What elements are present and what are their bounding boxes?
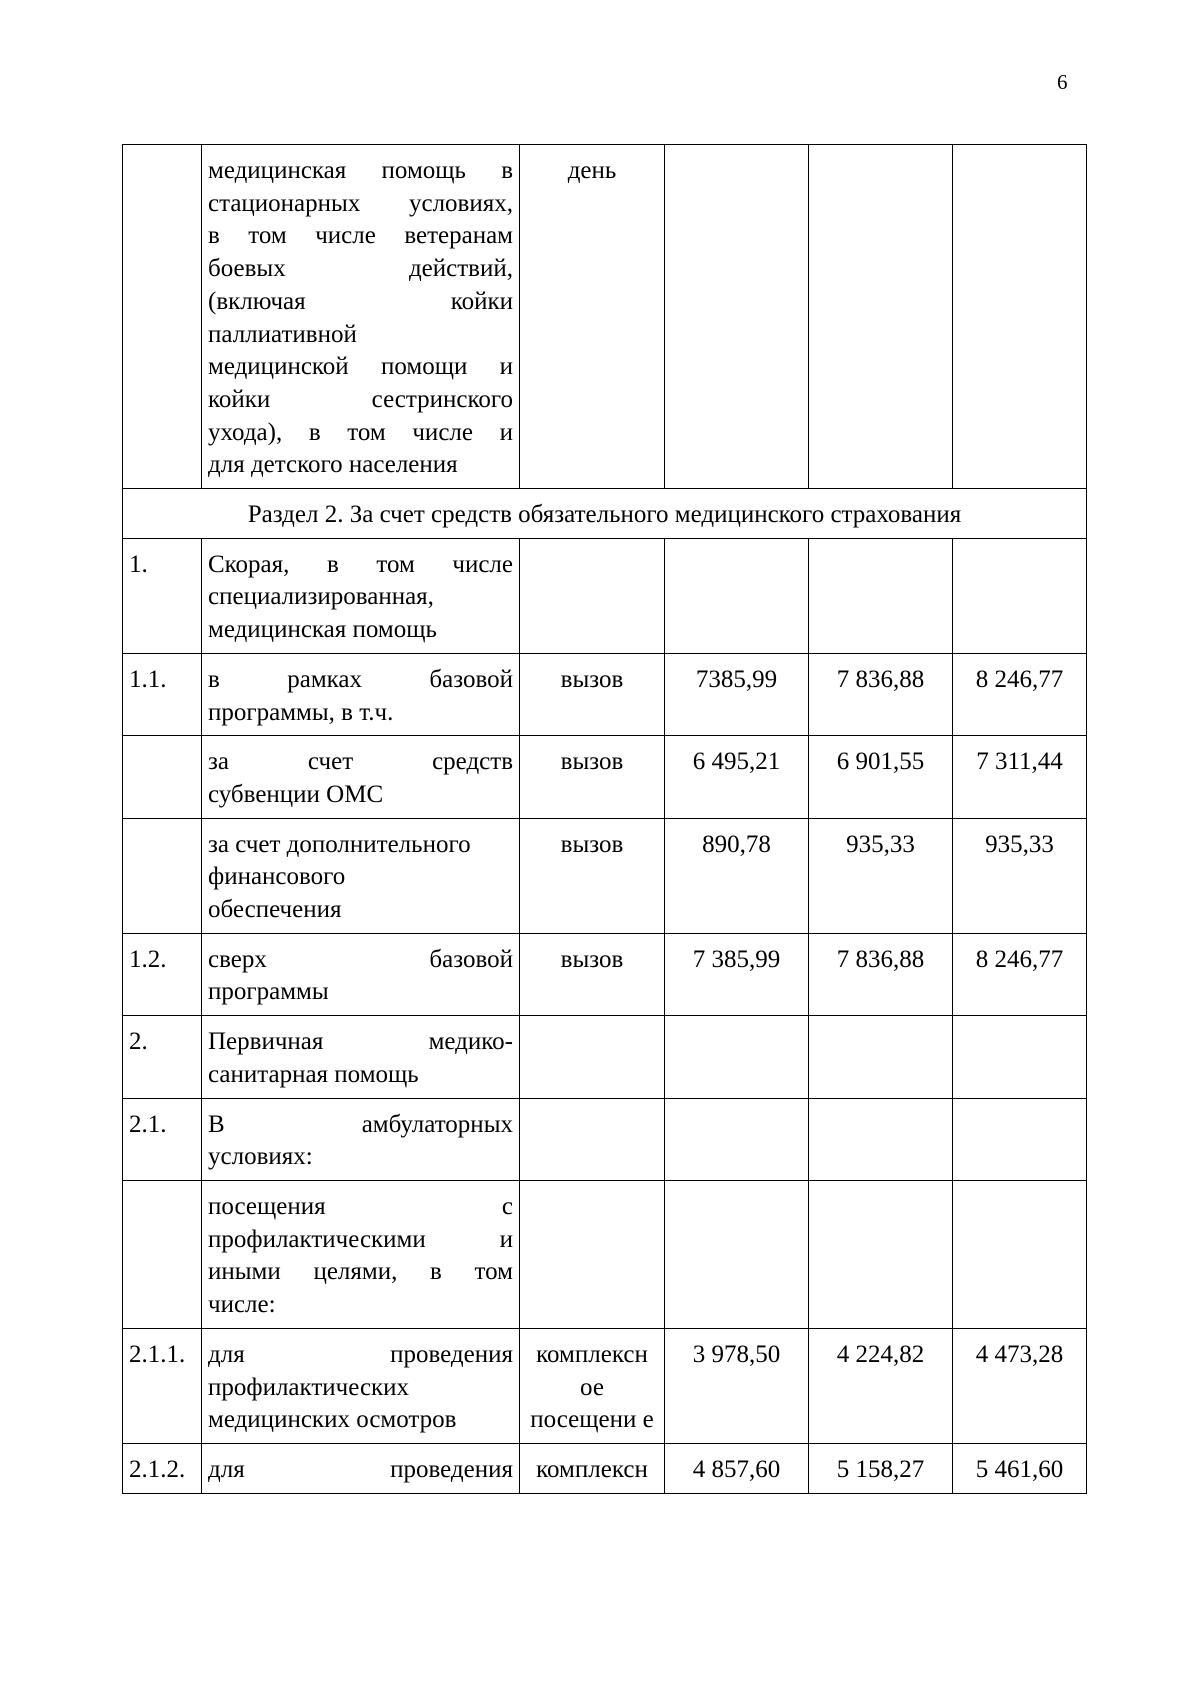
row-name-line: Скорая, в том числе [208,550,513,578]
row-name-line: специализированная, [208,583,434,611]
row-name-line: В амбулаторных [208,1110,513,1138]
row-number: 1. [123,538,202,653]
row-value-1: 7 385,99 [665,933,809,1015]
row-name-line: санитарная помощь [208,1060,419,1088]
row-value-3: 8 246,77 [953,933,1087,1015]
row-name [202,1180,520,1328]
row-value-2 [809,1098,953,1180]
row-number: 2.1.1. [123,1328,202,1443]
row-value-1: 890,78 [665,818,809,933]
table-body-top [123,145,1087,489]
row-name-line: койки сестринского [208,385,513,413]
row-unit: вызов [520,933,665,1015]
section-2-title: Раздел 2. За счет средств обязательного медицинского страхования [123,489,1087,539]
row-name-line: числе: [208,1291,276,1319]
row-value-2 [809,145,953,489]
row-number: 2.1. [123,1098,202,1180]
row-value-3 [953,538,1087,653]
row-name [202,818,520,933]
row-value-3: 4 473,28 [953,1328,1087,1443]
row-name-line: медицинская помощь [208,616,437,644]
table-row [123,1443,1087,1493]
row-unit: комплексн [520,1443,665,1493]
row-name-line: за счет средств [208,748,513,776]
row-unit [520,1098,665,1180]
row-value-2: 935,33 [809,818,953,933]
row-name [202,1328,520,1443]
table-row [123,818,1087,933]
table-row [123,933,1087,1015]
table-row [123,653,1087,735]
row-value-1 [665,538,809,653]
row-value-2: 4 224,82 [809,1328,953,1443]
row-name-line: иными целями, в том [208,1258,513,1286]
row-name-line: субвенции ОМС [208,780,384,808]
table-row [123,538,1087,653]
table-row [123,1328,1087,1443]
row-value-1 [665,1098,809,1180]
row-number: 2.1.2. [123,1443,202,1493]
row-value-2: 7 836,88 [809,653,953,735]
row-value-1 [665,145,809,489]
row-unit [520,538,665,653]
row-value-1: 3 978,50 [665,1328,809,1443]
table-row [123,1180,1087,1328]
row-value-2: 7 836,88 [809,933,953,1015]
row-name-line: ухода), в том числе и [208,418,513,446]
row-value-1 [665,1180,809,1328]
row-name-line: посещения с [208,1192,513,1220]
row-name-line: обеспечения [208,896,342,924]
table-row [123,1016,1087,1098]
row-name-line: финансового [208,863,346,891]
row-name-line: для проведения [208,1455,513,1483]
row-name-line: профилактических [208,1373,410,1401]
row-name-line: условиях: [208,1143,313,1171]
row-unit: вызов [520,818,665,933]
row-value-2: 6 901,55 [809,736,953,818]
row-value-3 [953,1016,1087,1098]
row-name-line: для проведения [208,1340,513,1368]
row-number [123,145,202,489]
row-number: 1.1. [123,653,202,735]
row-name [202,145,520,489]
row-value-1: 6 495,21 [665,736,809,818]
table-row [123,145,1087,489]
row-value-1: 7385,99 [665,653,809,735]
row-name-line: паллиативной [208,320,357,348]
row-name-line: сверх базовой [208,945,513,973]
row-value-3 [953,1180,1087,1328]
row-value-3 [953,145,1087,489]
row-name-line: медицинская помощь в [208,157,513,184]
row-name-line: Первичная медико- [208,1028,513,1056]
row-name-line: профилактическими и [208,1225,513,1253]
row-name [202,933,520,1015]
row-value-2 [809,1180,953,1328]
row-name-line: в рамках базовой [208,665,513,693]
row-unit [520,1180,665,1328]
row-value-1: 4 857,60 [665,1443,809,1493]
row-value-2 [809,1016,953,1098]
row-value-1 [665,1016,809,1098]
row-number [123,736,202,818]
section-row [123,489,1087,539]
row-unit: вызов [520,736,665,818]
row-name-line: боевых действий, [208,255,513,283]
row-value-2 [809,538,953,653]
row-name-line: программы [208,978,329,1006]
row-unit: день [520,145,665,489]
row-name [202,736,520,818]
row-number: 2. [123,1016,202,1098]
section-row-group [123,489,1087,539]
row-value-2: 5 158,27 [809,1443,953,1493]
row-value-3: 5 461,60 [953,1443,1087,1493]
row-name-line: программы, в т.ч. [208,698,394,726]
row-unit [520,1016,665,1098]
row-name-line: для детского населения [208,451,458,479]
row-number [123,818,202,933]
row-unit: вызов [520,653,665,735]
row-name-line: за счет дополнительного [208,830,471,858]
row-name [202,1098,520,1180]
row-name [202,653,520,735]
tariff-table [122,144,1087,1494]
page-number: 6 [1057,70,1068,94]
row-name [202,538,520,653]
row-value-3 [953,1098,1087,1180]
row-number: 1.2. [123,933,202,1015]
row-value-3: 7 311,44 [953,736,1087,818]
table-row [123,736,1087,818]
row-name-line: в том числе ветеранам [208,222,513,250]
row-name-line: медицинских осмотров [208,1406,457,1434]
row-name-line: стационарных условиях, [208,189,513,217]
row-unit: комплексн ое посещени е [520,1328,665,1443]
row-number [123,1180,202,1328]
row-name [202,1016,520,1098]
row-name-line: (включая койки [208,287,513,315]
table-row [123,1098,1087,1180]
row-name-line: медицинской помощи и [208,353,513,381]
row-name [202,1443,520,1493]
table-body-bottom [123,538,1087,1493]
row-value-3: 935,33 [953,818,1087,933]
row-value-3: 8 246,77 [953,653,1087,735]
